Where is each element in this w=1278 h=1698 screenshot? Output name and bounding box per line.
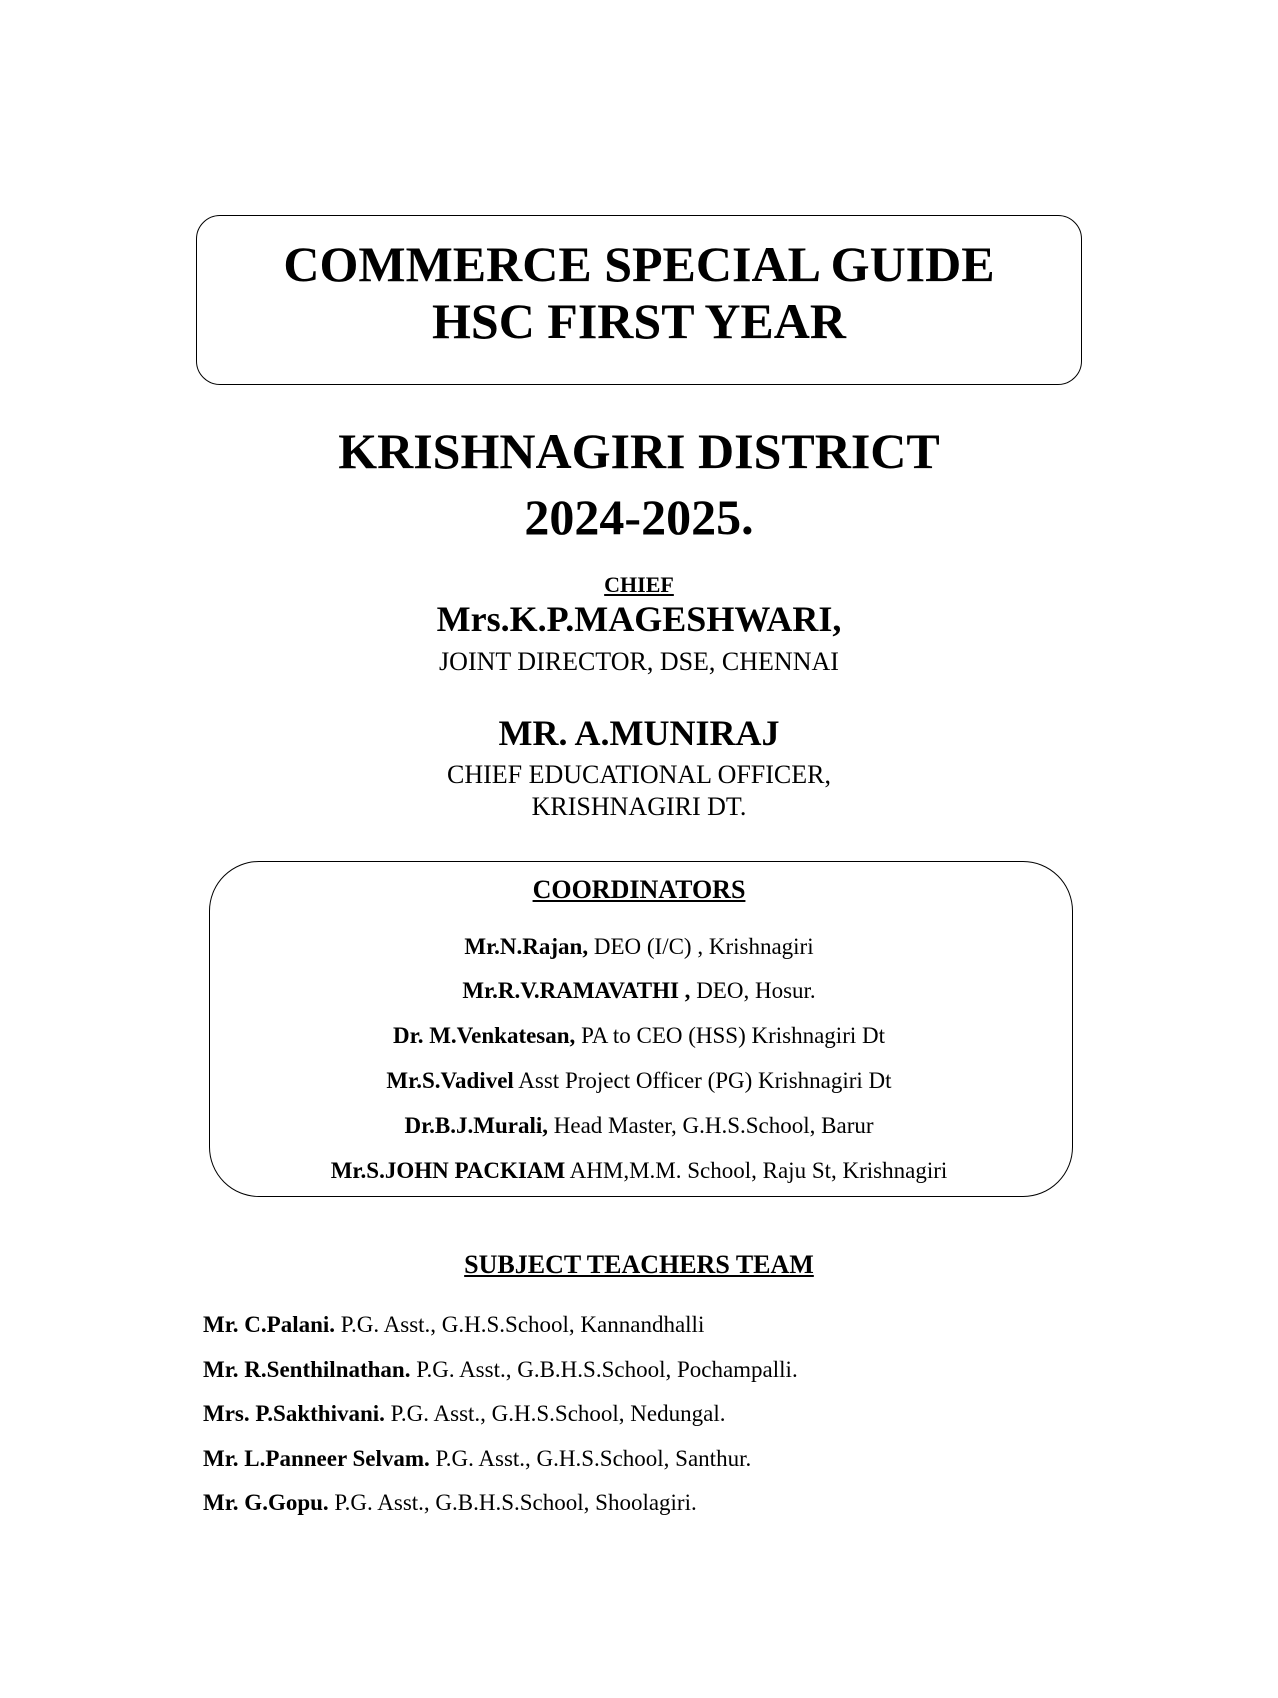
teacher-row bbox=[203, 1357, 798, 1383]
teacher-row bbox=[203, 1490, 697, 1516]
coordinator-row bbox=[0, 934, 1278, 960]
teacher-detail: P.G. Asst., G.B.H.S.School, Pochampalli. bbox=[410, 1357, 798, 1382]
team-heading: SUBJECT TEACHERS TEAM bbox=[464, 1250, 814, 1279]
coordinator-row bbox=[0, 978, 1278, 1004]
teacher-detail: P.G. Asst., G.H.S.School, Kannandhalli bbox=[335, 1312, 705, 1337]
chief-heading: CHIEF bbox=[604, 572, 674, 597]
teacher-name: Mr. C.Palani. bbox=[203, 1312, 336, 1337]
coordinator-name: Mr.N.Rajan, bbox=[464, 934, 589, 959]
chief-role: JOINT DIRECTOR, DSE, CHENNAI bbox=[439, 647, 839, 676]
teacher-detail: P.G. Asst., G.H.S.School, Nedungal. bbox=[384, 1401, 726, 1426]
coordinator-name: Dr. M.Venkatesan, bbox=[392, 1023, 576, 1048]
teacher-row bbox=[203, 1312, 704, 1338]
teacher-name: Mr. G.Gopu. bbox=[203, 1490, 329, 1515]
coordinator-row bbox=[0, 1068, 1278, 1094]
title-box bbox=[196, 215, 1082, 385]
chief-name: Mrs.K.P.MAGESHWARI, bbox=[436, 599, 842, 639]
coordinators-heading: COORDINATORS bbox=[532, 875, 746, 904]
coordinator-row bbox=[0, 1023, 1278, 1049]
coordinator-row bbox=[0, 1158, 1278, 1184]
coordinator-detail: DEO (I/C) , Krishnagiri bbox=[588, 934, 814, 959]
coordinator-detail: Asst Project Officer (PG) Krishnagiri Dt bbox=[513, 1068, 892, 1093]
coordinator-detail: Head Master, G.H.S.School, Barur bbox=[548, 1113, 874, 1138]
teacher-name: Mr. R.Senthilnathan. bbox=[203, 1357, 411, 1382]
coordinator-name: Mr.S.JOHN PACKIAM bbox=[330, 1158, 566, 1183]
teacher-detail: P.G. Asst., G.B.H.S.School, Shoolagiri. bbox=[328, 1490, 697, 1515]
coordinator-name: Dr.B.J.Murali, bbox=[404, 1113, 549, 1138]
coordinator-row bbox=[0, 1113, 1278, 1139]
teacher-row bbox=[203, 1401, 725, 1427]
coordinator-name: Mr.R.V.RAMAVATHI , bbox=[462, 978, 691, 1003]
coordinator-name: Mr.S.Vadivel bbox=[386, 1068, 514, 1093]
guide-title: COMMERCE SPECIAL GUIDE bbox=[283, 236, 995, 292]
teacher-row bbox=[203, 1446, 751, 1472]
coordinator-detail: PA to CEO (HSS) Krishnagiri Dt bbox=[575, 1023, 885, 1048]
guide-subtitle: HSC FIRST YEAR bbox=[432, 293, 846, 349]
teacher-name: Mr. L.Panneer Selvam. bbox=[203, 1446, 430, 1471]
ceo-role: CHIEF EDUCATIONAL OFFICER, bbox=[447, 760, 831, 789]
district-name: KRISHNAGIRI DISTRICT bbox=[338, 423, 940, 479]
academic-year: 2024-2025. bbox=[524, 489, 754, 545]
coordinator-detail: DEO, Hosur. bbox=[690, 978, 816, 1003]
teacher-name: Mrs. P.Sakthivani. bbox=[203, 1401, 385, 1426]
teacher-detail: P.G. Asst., G.H.S.School, Santhur. bbox=[429, 1446, 752, 1471]
ceo-name: MR. A.MUNIRAJ bbox=[498, 713, 780, 753]
ceo-district: KRISHNAGIRI DT. bbox=[531, 792, 747, 821]
coordinator-detail: AHM,M.M. School, Raju St, Krishnagiri bbox=[565, 1158, 948, 1183]
